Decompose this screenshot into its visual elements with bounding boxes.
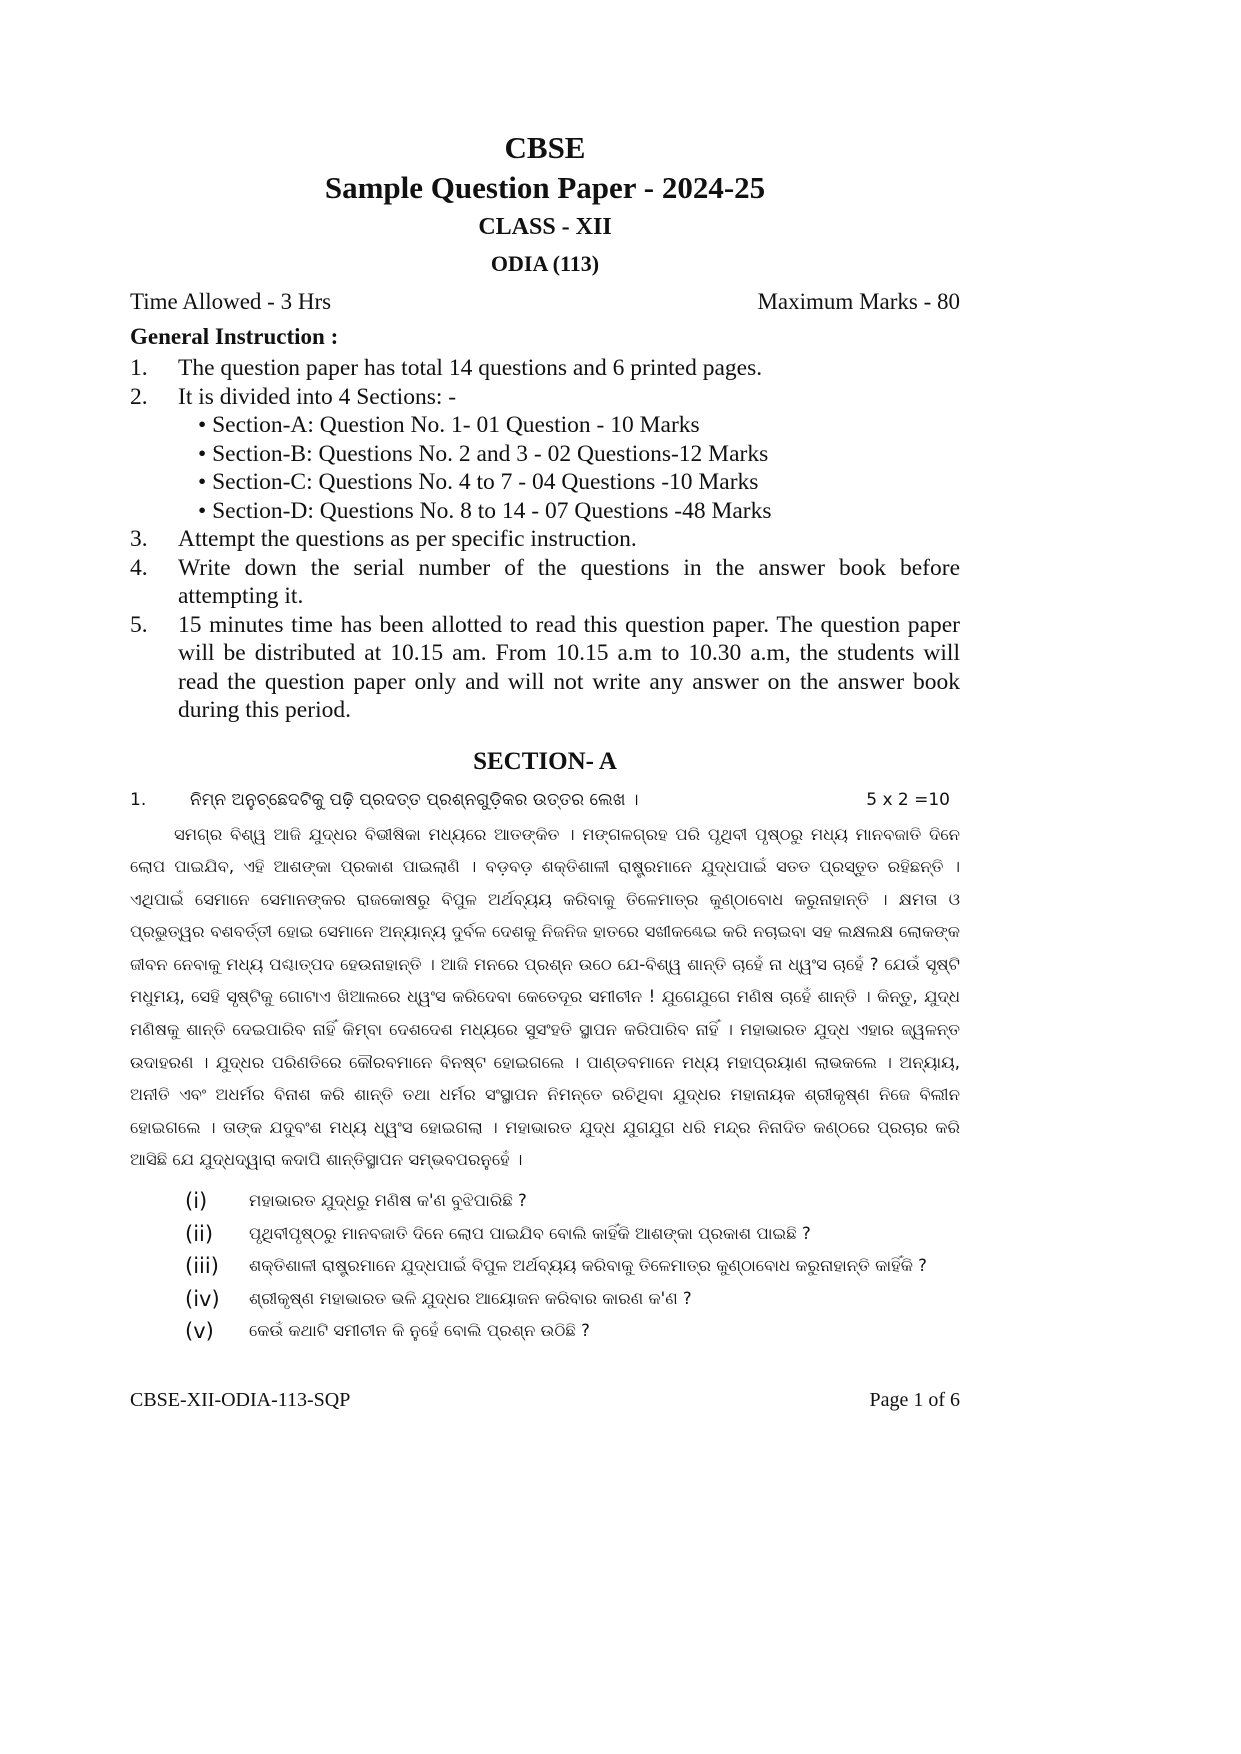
paper-code: CBSE-XII-ODIA-113-SQP <box>130 1389 351 1411</box>
item-text: Write down the serial number of the questions in the answer book before attempting it. <box>178 554 960 609</box>
item-number: 2. <box>130 383 148 410</box>
instructions-heading: General Instruction : <box>130 324 339 349</box>
item-text: Attempt the questions as per specific instruction. <box>178 526 637 552</box>
instruction-item <box>130 525 960 554</box>
question-paper-page <box>130 128 960 1348</box>
page-footer <box>130 1389 960 1412</box>
instruction-item <box>130 611 960 725</box>
question-text: ନିମ୍ନ ଅନୁଚ୍ଛେଦଟିକୁ ପଢ଼ି ପ୍ରଦତ୍ତ ପ୍ରଶ୍ନଗୁଡ଼ିକର ଉତ୍ତର ଲେଖ । <box>190 789 639 810</box>
section-item: • Section-D: Questions No. 8 to 14 - 07 Questions -48 Marks <box>198 497 772 524</box>
item-number: 4. <box>130 554 148 581</box>
meta-row <box>130 286 960 318</box>
subquestion <box>185 1315 960 1348</box>
page-number: Page 1 of 6 <box>869 1389 960 1411</box>
time-allowed: Time Allowed - 3 Hrs <box>130 289 332 314</box>
section-item: • Section-A: Question No. 1- 01 Question - 10 Marks <box>198 412 700 438</box>
passage: ସମଗ୍ର ବିଶ୍ୱ ଆଜି ଯୁଦ୍ଧର ବିଭୀଷିକା ମଧ୍ୟରେ ଆତଙ୍କିତ । ମଙ୍ଗଳଗ୍ରହ ପରି ପୃଥିବୀ ପୃଷ୍ଠରୁ ମଧ୍ୟ ମାନବଜାତି ଦିନେ ଲୋପ ପାଇଯିବ, ଏହି ଆଶଙ୍କା ପ୍ରକାଶ ପାଇଲାଣି । ବଡ଼ବଡ଼ ଶକ୍ତିଶାଳୀ ରାଷ୍ଟ୍ରମାନେ ଯୁଦ୍ଧପାଇଁ ସତତ ପ୍ରସ୍ତୁତ ରହିଛନ୍ତି । ଏଥିପାଇଁ ସେମାନେ ସେମାନଙ୍କର ରାଜକୋଷରୁ ବିପୁଳ ଅର୍ଥବ୍ୟୟ କରିବାକୁ ତିଳେମାତ୍ର କୁଣ୍ଠାବୋଧ କରୁନାହାନ୍ତି । କ୍ଷମତା ଓ ପ୍ରଭୁତ୍ୱର ବଶବର୍ତ୍ତୀ ହୋଇ ସେମାନେ ଅନ୍ୟାନ୍ୟ ଦୁର୍ବଳ ଦେଶକୁ ନିଜନିଜ ହାତରେ ସଖୀକଣ୍ଢେଇ କରି ନଚାଇବା ସହ ଲକ୍ଷଲକ୍ଷ ଲୋକଙ୍କ ଜୀବନ ନେବାକୁ ମଧ୍ୟ ପଶ୍ଚାତ୍ପଦ ହେଉନାହାନ୍ତି । ଆଜି ମନରେ ପ୍ରଶ୍ନ ଉଠେ ଯେ-ବିଶ୍ୱ ଶାନ୍ତି ଚାହେଁ ନା ଧ୍ୱଂସ ଚାହେଁ ? ଯେଉଁ ସୃଷ୍ଟି ମଧୁମୟ, ସେହି ସୃଷ୍ଟିକୁ ଗୋଟାଏ ଖିଆଲରେ ଧ୍ୱଂସ କରିଦେବା କେତେଦୂର ସମୀଚୀନ ! ଯୁଗେଯୁଗେ ମଣିଷ ଚାହେଁ ଶାନ୍ତି । କିନ୍ତୁ, ଯୁଦ୍ଧ ମଣିଷକୁ ଶାନ୍ତି ଦେଇପାରିବ ନାହିଁ କିମ୍ବା ଦେଶଦେଶ ମଧ୍ୟରେ ସୁସଂହତି ସ୍ଥାପନ କରିପାରିବ ନାହିଁ । ମହାଭାରତ ଯୁଦ୍ଧ ଏହାର ଜ୍ୱଳନ୍ତ ଉଦାହରଣ । ଯୁଦ୍ଧର ପରିଣତିରେ କୌରବମାନେ ବିନଷ୍ଟ ହୋଇଗଲେ । ପାଣ୍ଡବମାନେ ମଧ୍ୟ ମହାପ୍ରୟାଣ ଲାଭକଲେ । ଅନ୍ୟାୟ, ଅନୀତି ଏବଂ ଅଧର୍ମର ବିନାଶ କରି ଶାନ୍ତି ତଥା ଧର୍ମର ସଂସ୍ଥାପନ ନିମନ୍ତେ ରଚିଥିବା ଯୁଦ୍ଧର ମହାନାୟକ ଶ୍ରୀକୃଷ୍ଣ ନିଜେ ବିଲୀନ ହୋଇଗଲେ । ତାଙ୍କ ଯଦୁବଂଶ ମଧ୍ୟ ଧ୍ୱଂସ ହୋଇଗଲା । ମହାଭାରତ ଯୁଦ୍ଧ ଯୁଗଯୁଗ ଧରି ମନ୍ଦ୍ର ନିନାଦିତ କଣ୍ଠରେ ପ୍ରଚାର କରି ଆସିଛି ଯେ ଯୁଦ୍ଧଦ୍ୱାରା କଦାପି ଶାନ୍ତିସ୍ଥାପନ ସମ୍ଭବପରନୁହେଁ । <box>130 824 960 1170</box>
subquestion <box>185 1185 960 1218</box>
subquestion-number: (ii) <box>185 1221 214 1246</box>
item-number: 3. <box>130 526 148 552</box>
item-text: The question paper has total 14 questions and 6 printed pages. <box>178 355 763 381</box>
question-1 <box>130 785 960 815</box>
subquestion-text: ମହାଭାରତ ଯୁଦ୍ଧରୁ ମଣିଷ କ'ଣ ବୁଝିପାରିଛି ? <box>249 1191 527 1211</box>
subquestion-text: ପୃଥିବୀପୃଷ୍ଠରୁ ମାନବଜାତି ଦିନେ ଲୋପ ପାଇଯିବ ବୋଲି କାହିଁକି ଆଶଙ୍କା ପ୍ରକାଶ ପାଇଛି ? <box>249 1223 811 1243</box>
subquestion-number: (v) <box>185 1319 214 1344</box>
section-item: • Section-C: Questions No. 4 to 7 - 04 Questions -10 Marks <box>198 469 759 495</box>
item-body <box>178 383 960 526</box>
instruction-item <box>130 354 960 383</box>
subquestion-text: ଶକ୍ତିଶାଳୀ ରାଷ୍ଟ୍ରମାନେ ଯୁଦ୍ଧପାଇଁ ବିପୁଳ ଅର୍ଥବ୍ୟୟ କରିବାକୁ ତିଳେମାତ୍ର କୁଣ୍ଠାବୋଧ କରୁନାହାନ୍ତି କାହିଁକି ? <box>249 1256 927 1276</box>
question-marks: 5 x 2 =10 <box>866 789 950 810</box>
item-number: 1. <box>130 355 148 381</box>
class-label: CLASS - XII <box>478 214 612 240</box>
subquestion-list <box>185 1185 960 1348</box>
instruction-item <box>130 383 960 526</box>
subquestion-text: କେଉଁ କଥାଟି ସମୀଚୀନ କି ନୁହେଁ ବୋଲି ପ୍ରଶ୍ନ ଉଠିଛି ? <box>249 1321 590 1341</box>
board-title: CBSE <box>504 130 586 165</box>
instructions-list <box>130 354 960 725</box>
instruction-item <box>130 554 960 611</box>
subquestion-number: (iv) <box>185 1286 220 1311</box>
subquestion-number: (i) <box>185 1189 208 1214</box>
section-a-heading: SECTION- A <box>473 747 617 775</box>
subject-label: ODIA (113) <box>490 251 600 276</box>
subquestion <box>185 1218 960 1251</box>
maximum-marks: Maximum Marks - 80 <box>757 289 960 314</box>
subquestion-number: (iii) <box>185 1254 219 1279</box>
item-number: 5. <box>130 611 148 638</box>
section-list <box>178 411 960 525</box>
paper-title: Sample Question Paper - 2024-25 <box>324 170 766 205</box>
subquestion <box>185 1250 960 1283</box>
subquestion <box>185 1283 960 1316</box>
question-number: 1. <box>130 789 147 810</box>
item-text: It is divided into 4 Sections: - <box>178 383 457 410</box>
subquestion-text: ଶ୍ରୀକୃଷ୍ଣ ମହାଭାରତ ଭଳି ଯୁଦ୍ଧର ଆୟୋଜନ କରିବାର କାରଣ କ'ଣ ? <box>249 1288 692 1308</box>
item-text: 15 minutes time has been allotted to read this question paper. The question paper will be distributed at 10.15 am. From 10.15 a.m to 10.30 a.m, the students will read the question paper only and will not write any answer on the answer book during this period. <box>178 611 960 723</box>
section-item: • Section-B: Questions No. 2 and 3 - 02 Questions-12 Marks <box>198 440 769 467</box>
